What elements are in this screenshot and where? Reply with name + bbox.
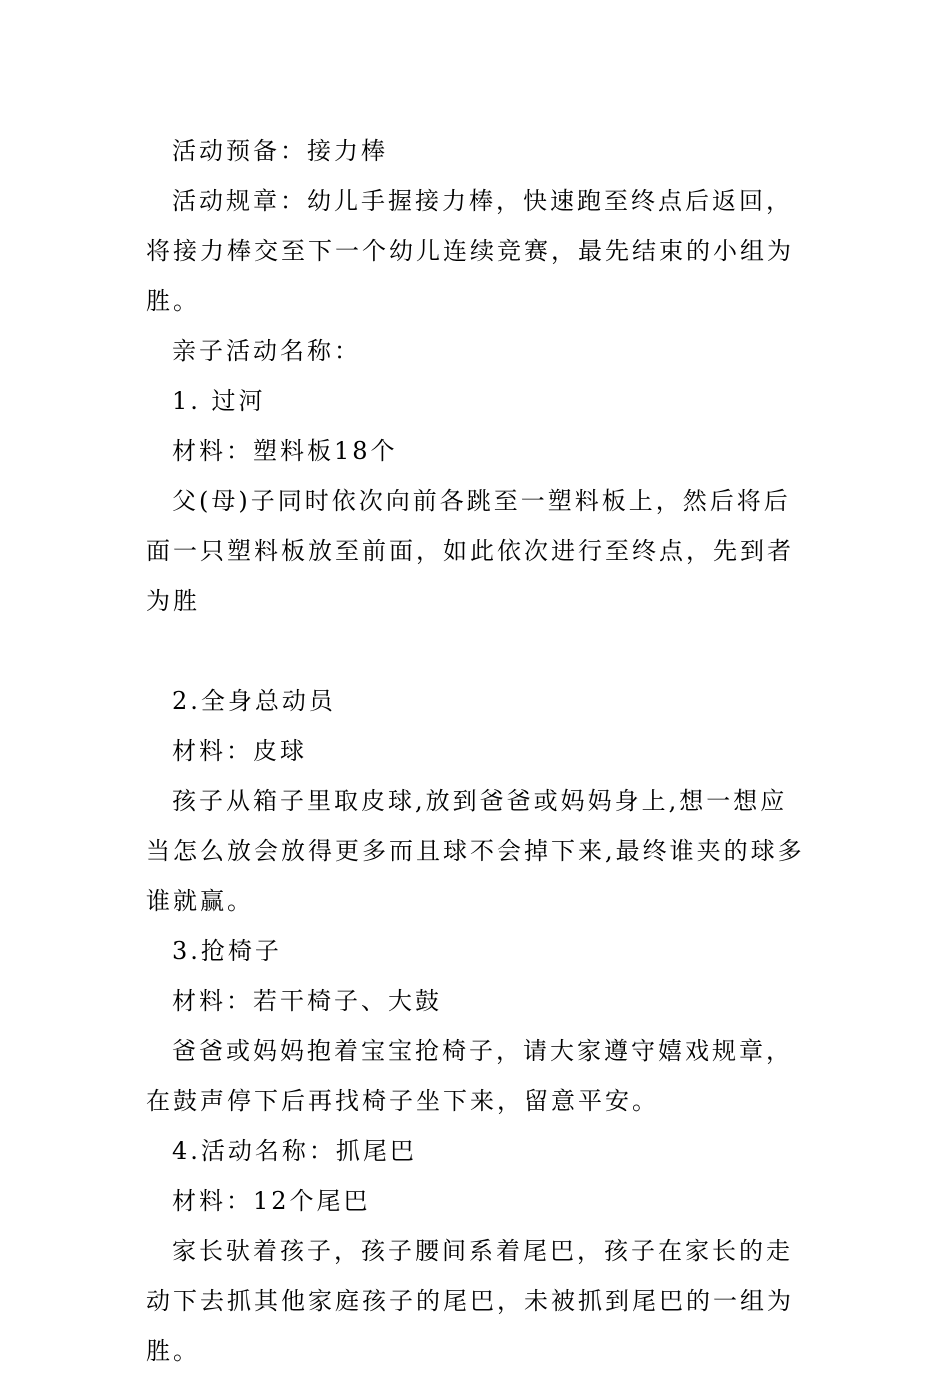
activity-preparation: 活动预备：接力棒 (172, 137, 388, 165)
item-1-materials: 材料：塑料板18个 (172, 437, 398, 465)
item-4-title: 4.活动名称：抓尾巴 (172, 1137, 417, 1165)
item-1-description: 父(母)子同时依次向前各跳至一塑料板上，然后将后面一只塑料板放至前面，如此依次进行至终点，先到者为胜 (146, 487, 794, 615)
item-3-materials: 材料：若干椅子、大鼓 (172, 987, 442, 1015)
document-body (146, 126, 806, 1376)
activity-rules: 活动规章：幼儿手握接力棒，快速跑至终点后返回，将接力棒交至下一个幼儿连续竞赛，最先结束的小组为胜。 (146, 187, 794, 315)
item-4-materials: 材料：12个尾巴 (172, 1187, 371, 1215)
blank-line (146, 626, 806, 676)
item-3-title: 3.抢椅子 (172, 937, 282, 965)
parent-child-activity-heading: 亲子活动名称： (172, 337, 361, 365)
item-3-description: 爸爸或妈妈抱着宝宝抢椅子，请大家遵守嬉戏规章，在鼓声停下后再找椅子坐下来，留意平安。 (146, 1037, 793, 1115)
item-4-description: 家长驮着孩子，孩子腰间系着尾巴，孩子在家长的走动下去抓其他家庭孩子的尾巴，未被抓到尾巴的一组为胜。 (146, 1237, 794, 1365)
item-1-title: 1. 过河 (172, 387, 266, 415)
item-2-description: 孩子从箱子里取皮球,放到爸爸或妈妈身上,想一想应当怎么放会放得更多而且球不会掉下来,最终谁夹的球多谁就赢。 (146, 787, 805, 915)
item-2-title: 2.全身总动员 (172, 687, 336, 715)
item-2-materials: 材料：皮球 (172, 737, 307, 765)
